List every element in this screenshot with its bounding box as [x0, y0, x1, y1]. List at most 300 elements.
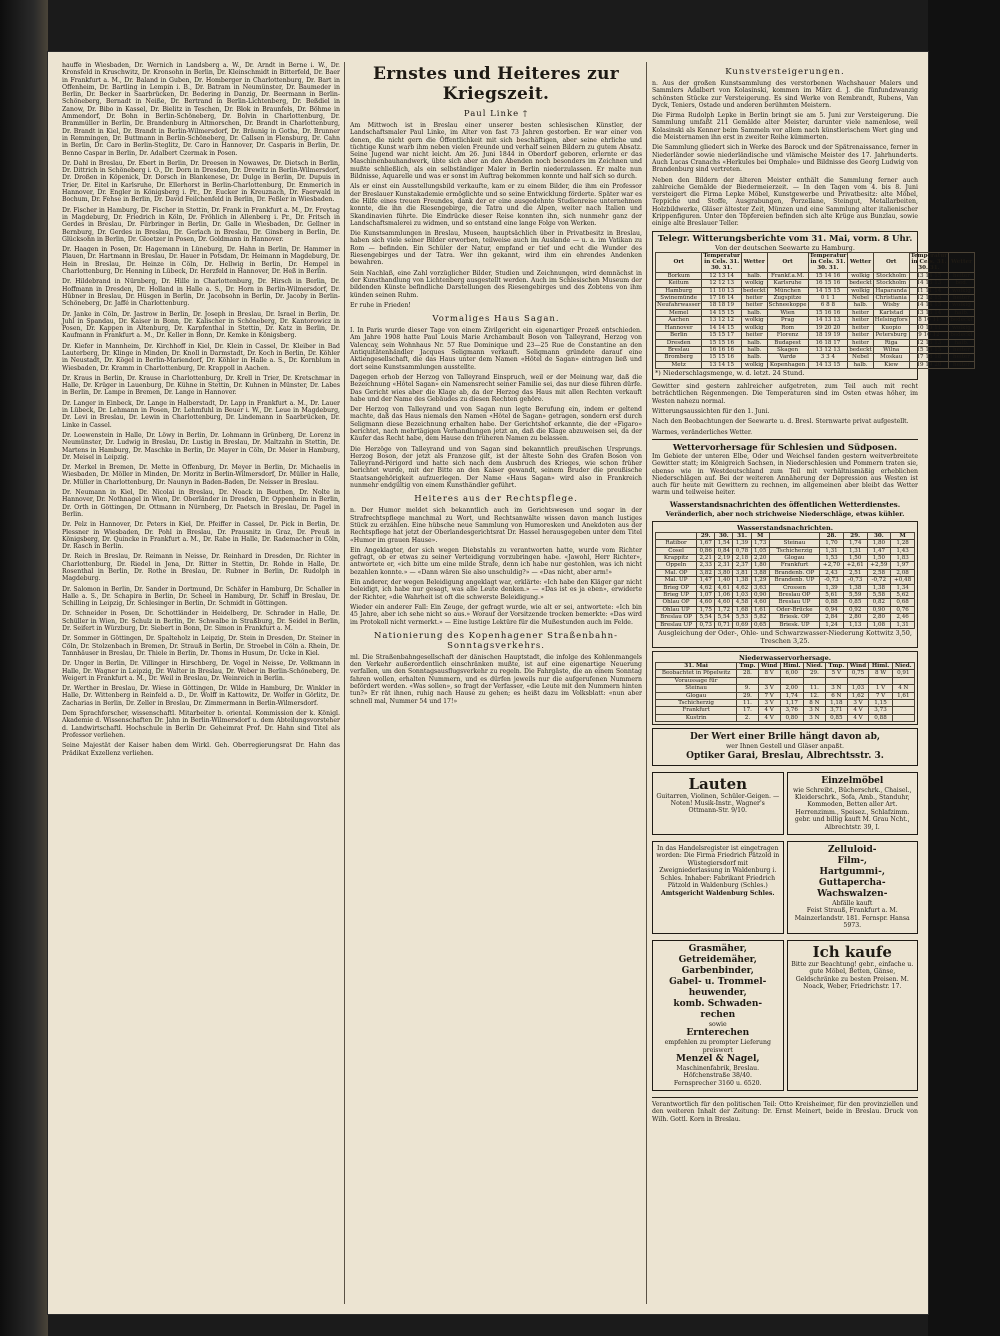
table-cell: 11 11 14	[909, 287, 949, 294]
table-cell: Dresden	[656, 339, 702, 346]
ad-celluloid-sub: Abfälle kauft	[832, 900, 873, 908]
appointment-paragraph: Dr. Sommer in Göttingen, Dr. Spalteholz in Leipzig, Dr. Stein in Dresden, Dr. Steiner in Cöln, Dr. Stolzenbach in Bremen, Dr. Strauß in Berlin, Dr. Stroebel in Cöln a. Rhein, Dr. Tannhäuser in Breslau, Dr. Thiele in Berlin, Dr. Thoms in Husum, Dr. Ucke in Kiel.	[62, 635, 340, 657]
table-cell: Neufahrwasser	[657, 302, 701, 309]
humor-body	[350, 507, 642, 625]
auction-paragraph: n. Aus der großen Kunstsammlung des verstorbenen Wachshauer Malers und Sammlers Adalbert von Kolasinski, kommen im März d. J. die fünfundzwanzig schönsten Stücke zur Versteigerung. Es sind Werke von Rembrandt, Rubens, Van Dyck, Teniers, Ostade und anderen berühmten Meistern.	[652, 80, 918, 109]
table-cell: 2,43	[820, 569, 844, 576]
table-cell: 17 16 14	[702, 295, 742, 302]
table-cell: 6 N	[826, 692, 848, 699]
table-cell: 1,39	[820, 584, 844, 591]
table-cell: 1,73	[751, 540, 769, 547]
weather-row	[656, 346, 975, 353]
table-cell: 1,67	[697, 540, 715, 547]
ad-glasses-line2: wer Ihnen Gestell und Gläser anpaßt.	[726, 743, 844, 751]
table-cell: Brandenb. OP	[769, 569, 819, 576]
ad-line: Film-,	[837, 856, 868, 867]
table-cell: 1,74	[780, 692, 803, 699]
table-cell: 3,82	[697, 569, 715, 576]
table-cell: 5,53	[733, 614, 751, 621]
table-header-cell: 28.	[820, 532, 844, 539]
forecast-title: Wettervorhersage für Schlesien und Südposen.	[672, 442, 898, 453]
table-cell: 4,60	[697, 599, 715, 606]
table-cell: 5,82	[751, 614, 769, 621]
table-cell: 0,75	[847, 670, 869, 677]
table-header-cell: 31. Mai	[656, 662, 737, 669]
river-table	[655, 662, 915, 722]
appointment-paragraph: Dr. Reich in Breslau, Dr. Reimann in Neisse, Dr. Reinhard in Dresden, Dr. Richter in Charlottenburg, Dr. Riedel in Jena, Dr. Ritter in Stettin, Dr. Rohde in Halle, Dr. Rosenthal in Berlin, Dr. Rothe in Breslau, Dr. Rubner in Berlin, Dr. Rudolph in Magdeburg.	[62, 553, 340, 583]
table-cell: 5,54	[715, 614, 733, 621]
ad-maschinen-firm: Menzel & Nagel,	[675, 1053, 760, 1064]
table-cell: 0,76	[891, 606, 915, 613]
table-cell: 1,38	[843, 584, 867, 591]
water-table	[655, 532, 915, 629]
table-cell: 2,21	[697, 554, 715, 561]
table-cell: -0,73	[820, 577, 844, 584]
ad-line: Gabel- u. Trommel-	[669, 976, 767, 987]
table-cell: 0,94	[820, 606, 844, 613]
table-cell: Stockholm	[873, 272, 909, 279]
table-cell: heiter	[949, 346, 975, 353]
table-cell: 3,80	[715, 569, 733, 576]
table-cell: 5,61	[820, 591, 844, 598]
table-cell: 1,43	[891, 547, 915, 554]
table-cell: Breslau UP	[769, 599, 819, 606]
table-cell: 1,61	[751, 606, 769, 613]
ad-einzelmoebel	[787, 772, 919, 835]
table-cell: 0,91	[892, 670, 914, 677]
ad-maschinen-empf: empfehlen zu prompter Lieferung preiswert	[664, 1039, 771, 1054]
table-cell: Bromberg	[656, 354, 702, 361]
scan-background-edge	[928, 0, 1000, 1336]
ad-glasses	[652, 728, 918, 765]
ad-celluloid	[787, 841, 919, 934]
appointment-paragraph: Dr. Loewenstein in Halle, Dr. Löwy in Berlin, Dr. Lohmann in Grünberg, Dr. Lorenz in Neumünster, Dr. Ludwig in Breslau, Dr. Lustig in Breslau, Dr. Maltzahn in Stettin, Dr. Martens in Hamburg, Dr. Maschke in Berlin, Dr. Mayer in Cöln, Dr. Meier in Hamburg, Dr. Meisel in Leipzig.	[62, 431, 340, 461]
table-cell: Karlsruhe	[767, 280, 808, 287]
table-header-cell: 29.	[843, 532, 867, 539]
ad-register-sign: Amtsgericht Waldenburg Schles.	[660, 889, 775, 897]
table-cell	[780, 677, 803, 684]
table-cell: wolkig	[848, 287, 874, 294]
table-cell: halb.	[848, 361, 874, 368]
table-header-cell: Wind	[758, 662, 780, 669]
ad-maschinen-addr: Höfchenstraße 38/40.	[683, 1072, 752, 1080]
table-cell: 16 15 16	[808, 280, 848, 287]
table-cell: Memel	[656, 309, 702, 316]
table-cell: 7 V	[869, 692, 892, 699]
appointment-paragraph: Dr. Schneider in Posen, Dr. Schottländer in Heidelberg, Dr. Schrader in Halle, Dr. Schüller in Wien, Dr. Schulz in Berlin, Dr. Schwalbe in Straßburg, Dr. Seidel in Berlin, Dr. Seifert in Würzburg, Dr. Siebert in Bonn, Dr. Simon in Frankfurt a. M.	[62, 610, 340, 633]
table-header-cell: Nied.	[892, 662, 914, 669]
table-cell: 0,88	[820, 599, 844, 606]
table-cell: 0,88	[869, 714, 892, 721]
table-cell: 12 12 15	[909, 295, 949, 302]
obituary-paragraph: Die Kunstsammlungen in Breslau, Museen, hauptsächlich über in Privatbesitz in Breslau, haben sich viele seiner Bilder erworben, teilweise auch im Auslande — u. a. im Vatikan zu Rom — befinden. Ein Schüler der Natur, empfand er tief und echt die Wunder des Riesengebirges und der Tatra. Wer ihn gekannt, wird ihm ein ehrendes Andenken bewahren.	[350, 230, 642, 267]
table-cell: 14 13 13	[909, 280, 949, 287]
table-cell: 3 3 4	[808, 354, 848, 361]
table-header-cell: Himl.	[869, 662, 892, 669]
sagan-paragraph: Die Herzöge von Talleyrand und von Sagan sind bekanntlich preußischen Ursprungs. Herzog Boson, der jetzt als Franzose gilt, ist der älteste Sohn des Grafen Boson von Talleyrand-Périgord und hatte sich nach dem Ausbruch des Krieges, wie schon früher berichtet wurde, mit der Bitte an den Kaiser gewandt, seinem Bruder die preußische Staatsangehörigkeit aufzuerlegen. Der Name «Haus Sagan» wird also in Frankreich nunmehr endgültig von einem Kunsthändler geführt.	[350, 445, 642, 490]
table-cell: 0,82	[867, 599, 891, 606]
table-cell: Skagen	[767, 346, 808, 353]
table-header-cell: 31.	[733, 532, 751, 539]
table-cell: 4,62	[697, 584, 715, 591]
table-cell: 12 13 13	[909, 339, 949, 346]
table-cell: 1,62	[847, 692, 869, 699]
table-header-cell: Wind	[847, 662, 869, 669]
table-cell: 4 V	[758, 707, 780, 714]
auction-paragraph: Die Sammlung gliedert sich in Werke des Barock und der Spätrenaissance, ferner in Niederländer sowie niederländische und vlämische Meister des 17. Jahrhunderts. Auch Lucas Cranachs «Herkules bei Omphale» und Bildnisse des Georg Ludwig von Brandenburg sind vertreten.	[652, 144, 918, 174]
appointment-paragraph: Dem Sprachforscher, wissenschaftl. Mitarbeiter b. oriental. Kommission der k. Königl. Akademie d. Wissenschaften Dr. Jahn in Berlin-Wilmersdorf u. dem Abteilungsvorsteher d. Landwirtschaftl. Hochschule in Berlin Dr. Geheimrat Prof. Dr. Hahn sind Titel als Professor verliehen.	[62, 710, 340, 739]
table-cell: 29.	[737, 692, 759, 699]
table-cell: Nebel	[848, 354, 874, 361]
appointment-paragraph: Dr. Werther in Breslau, Dr. Wiese in Göttingen, Dr. Wilde in Hamburg, Dr. Winkler in Halle, Dr. Wittenberg in Reinfeld a. D., Dr. Wolff in Kattowitz, Dr. Wolfer in Görlitz, Dr. Zacharias in Berlin, Dr. Zeller in Breslau, Dr. Zimmermann in Berlin-Wilmersdorf.	[62, 685, 340, 707]
table-cell: Swinemünde	[656, 295, 702, 302]
appointment-paragraph: Dr. Kraus in Berlin, Dr. Krause in Charlottenburg, Dr. Krell in Trier, Dr. Kretschmar in Halle, Dr. Krüger in Lauenburg, Dr. Kühne in Stettin, Dr. Kuhnen in Münster, Dr. Labes in Berlin, Dr. Lampe in Bremen, Dr. Lange in Hannover.	[62, 374, 340, 397]
table-cell: 1,05	[751, 547, 769, 554]
sagan-paragraph: I. In Paris wurde dieser Tage von einem Zivilgericht ein eigenartiger Prozeß entschieden. Am Jahre 1908 hatte Paul Louis Marie Archambault Boson von Talleyrand, Herzog von Valencay, sein Wohnhaus Nr. 57 Rue Dominique und 23—25 Rue de Constantine an den Antiquitätenhändler Jacques Seligmann verkauft. Seligmann gründete darauf eine Aktiengesellschaft, die das Haus unter dem Namen «Hôtel de Sagan» eintragen ließ und dort seine Kunstsammlungen ausstellte.	[350, 327, 642, 371]
table-cell	[869, 677, 892, 684]
table-cell: +2,70	[820, 562, 844, 569]
table-cell: 12 13 14	[702, 272, 742, 279]
table-cell: 28.	[737, 670, 759, 677]
table-cell: 1,50	[867, 554, 891, 561]
table-cell: 1,72	[715, 606, 733, 613]
table-cell: 0,85	[843, 599, 867, 606]
table-cell: heiter	[741, 332, 767, 339]
table-cell: München	[767, 287, 808, 294]
appointment-paragraph: Dr. Unger in Berlin, Dr. Villinger in Hirschberg, Dr. Vogel in Neisse, Dr. Volkmann in Halle, Dr. Wagner in Leipzig, Dr. Walter in Breslau, Dr. Weber in Berlin-Schöneberg, Dr. Weigert in Frankfurt a. M., Dr. Weil in Breslau, Dr. Weinreich in Berlin.	[62, 660, 340, 682]
table-cell: 19 19 20	[909, 361, 949, 368]
table-cell: Oppeln	[656, 562, 697, 569]
ad-kaufe-text: Bitte zur Beachtung! gebr., einfache u. gute Möbel, Betten, Gänse, Geldschränke zu besten Preisen. M. Noack, Weber, Friedrichstr. 17.	[791, 960, 914, 990]
weather-row	[656, 309, 975, 316]
table-cell: Steinau	[769, 540, 819, 547]
appointment-paragraph: Dr. Neumann in Kiel, Dr. Nicolai in Breslau, Dr. Noack in Beuthen, Dr. Nolte in Hannover, Dr. Nothnagel in Wien, Dr. Oberländer in Dresden, Dr. Oppenheim in Berlin, Dr. Orth in Göttingen, Dr. Ottmann in Nürnberg, Dr. Paetsch in Breslau, Dr. Pagel in Berlin.	[62, 489, 340, 518]
table-cell: 2,37	[733, 562, 751, 569]
table-cell: 0,90	[867, 606, 891, 613]
table-cell: wolkig	[848, 272, 874, 279]
table-cell: 5 V	[826, 670, 848, 677]
table-cell: Tschicherzig	[769, 547, 819, 554]
table-cell: Krappitz	[656, 554, 697, 561]
ad-maschinen-sowie: sowie	[708, 1020, 727, 1028]
table-cell: 14 15 15	[808, 287, 848, 294]
table-cell: 1,47	[697, 577, 715, 584]
table-cell: 3,81	[733, 569, 751, 576]
tram-paragraph: ml. Die Straßenbahngesellschaft der dänischen Hauptstadt, die infolge des Kohlenmangels den Verkehr außerordentlich einschränken mußte, ist auf eine eigenartige Neuerung verfallen, um den Sonntagsausflugsverkehr zu regeln. Die Fahrgäste, die an einem Sonntag fahren wollen, erhalten Nummern, und es dürfen jeweils nur die aufgerufenen Nummern befördert werden. «Was sollen», so fragt der Verfasser, «die Leute mit den Nummern hinten tun?» Er rät ihnen, ruhig nach Hause zu gehen; es heißt dazu im Volksblatt: «nun aber schnell mal, Nummer 54 und 17!»	[350, 653, 642, 705]
table-cell: Rom	[767, 324, 808, 331]
table-cell: 4 V	[847, 714, 869, 721]
table-cell: +2,59	[867, 562, 891, 569]
table-cell: heiter	[848, 324, 874, 331]
water-row	[656, 606, 915, 613]
table-header-cell: 30.	[715, 532, 733, 539]
water-levels	[652, 521, 918, 648]
table-cell: 3 N	[803, 714, 825, 721]
table-cell: 3 N	[803, 707, 825, 714]
appointment-paragraph: Dr. Salomon in Berlin, Dr. Sander in Dortmund, Dr. Schäfer in Hamburg, Dr. Schaller in Halle a. S., Dr. Schapira in Berlin, Dr. Scheel in Hamburg, Dr. Schiff in Breslau, Dr. Schilling in Leipzig, Dr. Schlesinger in Berlin, Dr. Schmidt in Göttingen.	[62, 585, 340, 608]
table-cell: Oder-Brücke	[769, 606, 819, 613]
table-cell: 6 8 8	[808, 302, 848, 309]
table-cell: 2,84	[820, 614, 844, 621]
obituary-paragraph: Als er einst ein Ausstellungsbild verkaufte, kam er zu einem Bilder, die ihm ein Professor der Breslauer Kunstakademie ermöglichte und so seine Entwicklung förderte. Später war es die Hilfe eines treuen Freundes, dank der er eine ausgedehnte Studienreise unternehmen konnte, die ihn die Riesengebirge, die Tatra und die Alpen, weiter nach Italien und Skandinavien führte. Die Eindrücke dieser Reise konnten ihn, sich nunmehr ganz der Landschaftsmalerei zu widmen, und so entstand eine lange Folge von Werken.	[350, 183, 642, 227]
appointment-paragraph: Dr. Hildebrand in Nürnberg, Dr. Hille in Charlottenburg, Dr. Hirsch in Berlin, Dr. Hoffmann in Dresden, Dr. Holland in Halle a. S., Dr. Horn in Berlin-Wilmersdorf, Dr. Hübner in Breslau, Dr. Hüsgen in Berlin, Dr. Jacobsohn in Berlin, Dr. Jacoby in Berlin-Schöneberg, Dr. Jaffé in Charlottenburg.	[62, 278, 340, 308]
table-cell: Frankfurt	[769, 562, 819, 569]
right-column	[652, 62, 973, 1304]
table-header-cell: M	[751, 532, 769, 539]
table-cell: heiter	[949, 354, 975, 361]
table-cell: Nebel	[848, 295, 874, 302]
table-cell: 1,68	[733, 606, 751, 613]
table-cell: Christiania	[873, 295, 909, 302]
table-cell: 1,24	[820, 621, 844, 628]
table-cell: 11.	[737, 700, 759, 707]
table-cell	[892, 714, 914, 721]
table-cell: 2.	[737, 714, 759, 721]
table-cell: Wien	[767, 309, 808, 316]
table-cell: 16 16 16	[702, 346, 742, 353]
ad-maschinen-lines	[656, 944, 780, 1021]
weather-footnote: *) Niederschlagsmenge, w. d. letzt. 24 Stund.	[655, 369, 805, 378]
obituary-body	[350, 122, 642, 309]
table-cell: Steinau	[656, 685, 737, 692]
table-cell	[737, 677, 759, 684]
table-cell: 8 10 11	[909, 317, 949, 324]
table-cell: bedeckt	[849, 280, 872, 287]
river-row	[656, 670, 915, 677]
table-cell: 17 18 18	[909, 354, 949, 361]
table-cell: 15 15 16	[702, 354, 742, 361]
table-cell: 14 14 15	[702, 324, 742, 331]
table-cell: 1,70	[820, 540, 844, 547]
weather-row	[656, 332, 975, 339]
table-cell: -0,72	[867, 577, 891, 584]
water-row	[656, 599, 915, 606]
table-cell: 3,88	[751, 569, 769, 576]
table-cell: 11 10 13	[702, 287, 742, 294]
table-cell: 0,90	[751, 591, 769, 598]
weather-text-line: Warmes, veränderliches Wetter.	[652, 428, 753, 436]
sagan-paragraph: Der Herzog von Talleyrand und von Sagan nun legte Berufung ein, indem er geltend machte, daß das Haus niemals den Namen «Hôtel de Sagan» getragen, sondern erst durch Seligmann diese Bezeichnung erhalten habe. Der Gerichtshof erkannte, die der «Figaro» berichtet, nach mehrtägigen Verhandlungen jetzt an, daß die Klage abzuweisen sei, da der Käufer das Recht habe, dem Hause den früheren Namen zu belassen.	[350, 406, 642, 443]
table-cell	[803, 677, 825, 684]
middle-column	[350, 62, 642, 1304]
ad-line: komb. Schwaden-	[673, 998, 763, 1009]
table-cell: Florenz	[767, 332, 808, 339]
ad-line: Garbenbinder,	[681, 965, 754, 976]
table-cell: 1,07	[697, 591, 715, 598]
table-cell: Petersburg	[873, 332, 909, 339]
water-table-title: Wasserstandsnachrichten.	[737, 523, 833, 532]
table-header-cell: Wetter	[949, 252, 975, 272]
table-header-cell: Tmp.	[826, 662, 848, 669]
table-cell: 2,58	[867, 569, 891, 576]
auction-body	[652, 80, 918, 228]
table-cell: Tschicherzig	[656, 700, 737, 707]
ad-maschinen-tel: Fernsprecher 3160 u. 6520.	[673, 1079, 762, 1087]
table-cell: 4 N	[892, 685, 914, 692]
table-cell: Kustrin	[656, 714, 737, 721]
table-cell: 1,15	[869, 700, 892, 707]
table-cell: Ohlau UP	[656, 606, 697, 613]
ad-line: Grasmäher,	[688, 943, 747, 954]
table-cell: 13 14 15	[702, 361, 742, 368]
table-cell: Helsingfors	[874, 317, 908, 324]
table-cell: 2,51	[843, 569, 867, 576]
table-cell: halb.	[741, 346, 767, 353]
table-cell: heiter	[949, 272, 975, 279]
divider	[652, 439, 918, 440]
ad-line: Zelluloid-	[827, 845, 877, 856]
appointment-paragraph: hauffe in Wiesbaden, Dr. Wernich in Landsberg a. W., Dr. Arndt in Berne i. W., Dr. Kronsfeld in Kruschwitz, Dr. Kronsohn in Berlin, Dr. Kleinschmidt in Bitterfeld, Dr. Baer in Frankfurt a. M., Dr. Baland in Guben, Dr. Homberger in Charlottenburg, Dr. Bart in Offenheim, Dr. Bartling in Lempin i. B., Dr. Batram in Neumünster, Dr. Baumeder in Berlin, Dr. Becker in Saarbrücken, Dr. Bedering in Danzig, Dr. Beermann in Berlin-Schöneberg, Bernadt in Neiße, Dr. Bertrand in Berlin-Lichtenberg, Dr. Beßdiel in Zanow, Dr. Bibo in Kassel, Dr. Bielitz in Teschen, Dr. Blok in Braunfels, Dr. Böhme in Ammendorf, Dr. Bohn in Berlin-Schöneberg, Dr. Bolvin in Charlottenburg, Dr. Brammüller in Berlin, Dr. Brandenburg in Altmorschen, Dr. Brandt in Charlottenburg, Dr. Brandt in Kiel, Dr. Brandt in Berlin-Wilmersdorf, Dr. Bräunig in Gotha, Dr. Brunner in Remmingen, Dr. Buttmann in Berlin-Schöneberg, Dr. Callsen in Flensburg, Dr. Cahn in Berlin, Dr. Caro in Berlin-Steglitz, Dr. Caro in Hannover, Dr. Casparis in Berlin, Dr. Benno Caspar in Berlin, Dr. Adalbert Czermak in Posen.	[62, 62, 340, 157]
table-cell: 0,65	[751, 621, 769, 628]
table-cell: 1,39	[733, 540, 751, 547]
table-cell: Keitum	[656, 280, 702, 287]
table-cell: 15 14 16	[808, 272, 848, 279]
ad-row	[652, 937, 918, 1094]
ad-line: Guttapercha-	[818, 878, 886, 889]
weather-text-line: Witterungsaussichten für den 1. Juni.	[652, 408, 770, 416]
table-header-cell: Ort	[767, 252, 808, 272]
table-cell: Mal. OP	[656, 569, 697, 576]
water-subtitle: Veränderlich, aber noch strichweise Niederschläge, etwas kühler.	[665, 509, 905, 518]
obituary-title: Paul Linke †	[463, 109, 529, 119]
water-footnote: Ausgleichung der Oder-, Ohle- und Schwarzwasser-Niederung Kottwitz 3,50, Treschen 3,25.	[657, 628, 912, 645]
water-title: Wasserstandsnachrichten des öffentlichen Wetterdienstes.	[669, 499, 901, 509]
ad-line: Wachswalzen-	[817, 889, 888, 900]
table-cell: 3 V	[847, 700, 869, 707]
table-cell: bedeckt	[950, 332, 973, 339]
table-cell: 5,54	[697, 614, 715, 621]
table-cell: halb.	[741, 354, 767, 361]
table-cell: 2,19	[715, 554, 733, 561]
table-cell: -0,73	[843, 577, 867, 584]
tram-title: Nationierung des Kopenhagener Straßenbahn-Sonntagsverkehrs.	[373, 630, 619, 651]
table-cell: 18 18 19	[702, 302, 742, 309]
table-cell: 14 15 15	[702, 309, 742, 316]
table-cell: heiter	[848, 332, 874, 339]
table-cell: 1,29	[751, 577, 769, 584]
table-cell: 1 V	[869, 685, 892, 692]
table-cell: 1,47	[867, 547, 891, 554]
table-cell: 0,84	[715, 547, 733, 554]
table-header-cell: Tmp.	[737, 662, 759, 669]
table-cell: Frankf.a.M.	[767, 272, 808, 279]
table-cell: 1,34	[891, 584, 915, 591]
weather-text-line: Nach den Beobachtungen der Seewarte u. d. Bresl. Sternwarte privat aufgestellt.	[652, 418, 909, 426]
table-cell: Kiew	[873, 361, 909, 368]
table-cell: 29.	[803, 670, 825, 677]
water-row	[656, 621, 915, 628]
table-cell: Frankfurt	[656, 707, 737, 714]
table-cell: Metz	[656, 361, 702, 368]
table-cell: 1,97	[891, 562, 915, 569]
table-cell: heiter	[949, 361, 975, 368]
table-cell: 10 10 11	[909, 324, 949, 331]
table-cell: Haparanda	[873, 287, 909, 294]
table-cell: Hannover	[656, 324, 702, 331]
table-cell: heiter	[741, 295, 767, 302]
table-cell: 15 15 15	[909, 346, 949, 353]
divider	[652, 1097, 918, 1098]
table-cell: 3,73	[869, 707, 892, 714]
table-cell: 4 V	[847, 707, 869, 714]
table-cell: 1,03	[733, 591, 751, 598]
table-cell: Glogau	[656, 692, 737, 699]
table-cell: 19 20 20	[808, 324, 848, 331]
table-cell: 2,33	[697, 562, 715, 569]
table-cell: 1,17	[780, 700, 803, 707]
table-cell: wolkig	[741, 324, 767, 331]
table-header-cell: Ort	[873, 252, 909, 272]
water-row	[656, 591, 915, 598]
table-cell: Voraussage für	[656, 677, 737, 684]
weather-row	[656, 302, 975, 309]
table-cell: 13 12 13	[808, 346, 848, 353]
table-cell: 1,50	[843, 554, 867, 561]
auction-title: Kunstversteigerungen.	[725, 67, 845, 77]
table-cell: 2,80	[867, 614, 891, 621]
humor-paragraph: Ein anderer, der wegen Beleidigung angeklagt war, erklärte: «Ich habe den Kläger gar nicht beleidigt, ich habe nur gesagt, was alle Leute denken.» — «Das ist es ja eben», erwiderte der Richter, «die Wahrheit ist oft die schwerste Beleidigung.»	[350, 579, 642, 601]
table-cell: 14 14 15	[909, 302, 949, 309]
table-cell: Borkum	[656, 272, 702, 279]
table-cell: 12 12 13	[702, 280, 742, 287]
table-cell: 0,71	[715, 621, 733, 628]
table-cell: Glogau	[769, 554, 819, 561]
table-cell: Crossen	[769, 584, 819, 591]
ad-lauten-text: Guitarren, Violinen, Schüler-Geigen. — Noten! Musik-Instr., Wagner's Ottmann-Str. 9/10.	[656, 792, 780, 815]
table-cell: +2,61	[843, 562, 867, 569]
weather-text-line: Gewitter sind gestern zahlreicher aufgetreten, zum Teil auch mit recht beträchtlichen Regenmengen. Die Temperaturen sind im Osten etwas höher, im Westen nahezu normal.	[652, 383, 918, 405]
table-cell: 3,76	[780, 707, 803, 714]
table-cell: Breslau OP	[656, 614, 697, 621]
table-cell: wolkig	[741, 280, 767, 287]
ad-einzelmoebel-title: Einzelmöbel	[821, 775, 884, 786]
water-row	[656, 569, 915, 576]
table-cell: wolkig	[949, 324, 975, 331]
table-cell: heiter	[949, 295, 975, 302]
table-cell: 1,83	[891, 554, 915, 561]
table-cell: 0,92	[843, 606, 867, 613]
table-cell: wolkig	[949, 287, 975, 294]
table-cell: 3 N	[826, 685, 848, 692]
table-cell: 14 13 15	[808, 361, 848, 368]
table-cell: 1,38	[733, 577, 751, 584]
table-cell: 0,68	[891, 599, 915, 606]
table-cell: 1,18	[826, 700, 848, 707]
weather-row	[656, 287, 975, 294]
table-cell: Wilna	[873, 346, 909, 353]
table-cell: 1,28	[891, 540, 915, 547]
table-cell: 4 V	[758, 714, 780, 721]
obituary-paragraph: Er ruhe in Frieden!	[350, 301, 411, 309]
table-cell: 5,62	[891, 591, 915, 598]
table-cell: 1,40	[715, 577, 733, 584]
table-cell: +0,48	[891, 577, 915, 584]
weather-row	[656, 339, 975, 346]
table-cell: Briesk. OP	[769, 614, 819, 621]
table-cell	[826, 677, 848, 684]
table-cell: 3,63	[751, 584, 769, 591]
obituary-paragraph: Am Mittwoch ist in Breslau einer unserer besten schlesischen Künstler, der Landschaftsmaler Paul Linke, im Alter von fast 73 Jahren gestorben. Er war einer von denen, die nicht gern die Öffentlichkeit mit sich beschäftigen, aber seine ehrliche und tüchtige Kunst warb ihm neben vielen Freunde und verhalf seinen Bildern zu gutem Absatz. Seine Jugend war nicht leicht. Am 26. Juni 1844 in Oberdorf geboren, erlernte er das Maschinenbauhandwerk, übte sich aber an den Abenden noch besonders im Zeichnen und mußte schließlich, als ein selbständiger Maler in Berlin niederzulassen. Er malte nun Bildnisse, Aquarelle und was er sonst im Auftrag bekommen konnte und half sich so durch.	[350, 122, 642, 181]
table-header-cell: Temperatur in Cels. 31. 30. 31.	[910, 252, 948, 272]
ad-glasses-line1: Der Wert einer Brille hängt davon ab,	[689, 732, 881, 743]
table-cell: 5,58	[867, 591, 891, 598]
table-cell: 13 12 12	[702, 317, 742, 324]
auction-paragraph: Neben den Bildern der älteren Meister enthält die Sammlung ferner auch zahlreiche Gemälde der Biedermeierzeit. — In den Tagen vom 4. bis 8. Juni versteigert die Firma Lepke Möbel, Kunstgewerbe und Privatbesitz: alte Möbel, Teppiche und Stoffe, Ausgrabungen, Porzellane, Steingut, Metallarbeiten, Holzbildwerke, Gläser ältester Zeit, Münzen und eine Sammlung alter italienischer Krippenfiguren. Unter den Töpfereien befinden sich alte Krüge aus Bunzlau, sowie einige alte Breslauer Teller.	[652, 176, 918, 228]
appointment-paragraph: Dr. Pelz in Hannover, Dr. Peters in Kiel, Dr. Pfeiffer in Cassel, Dr. Pick in Berlin, Dr. Plessner in Wiesbaden, Dr. Pohl in Breslau, Dr. Prausnitz in Graz, Dr. Preuß in Königsberg, Dr. Quincke in Frankfurt a. M., Dr. Rabe in Halle, Dr. Rademacher in Cöln, Dr. Rasch in Berlin.	[62, 521, 340, 551]
ad-celluloid-addr: Feist Strauß, Frankfurt a. M. Mainzerlandstr. 181. Fernspr. Hansa 5973.	[794, 907, 910, 930]
weather-row	[656, 272, 975, 279]
ad-line: heuwender,	[688, 987, 747, 998]
